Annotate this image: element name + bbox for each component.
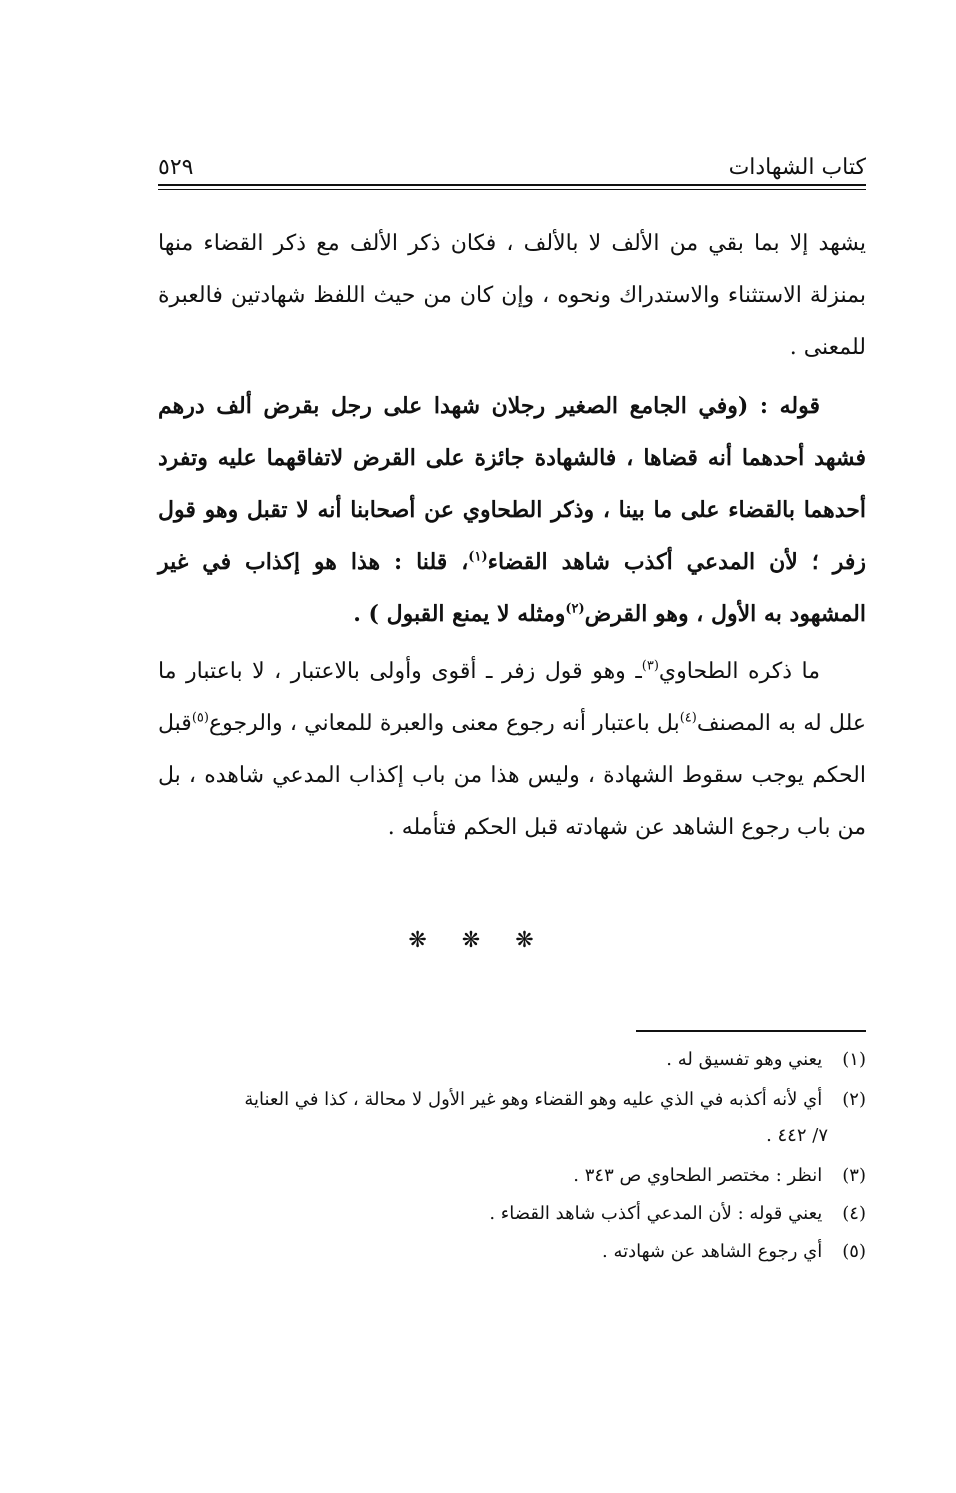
footnote-2 <box>158 1082 866 1118</box>
footnote-3-number: (٣) <box>842 1165 866 1186</box>
footnote-ref-3[interactable]: (٣) <box>641 658 659 674</box>
footnote-ref-2[interactable]: (٢) <box>565 601 585 617</box>
paragraph-2-quote <box>158 380 866 640</box>
paragraph-1 <box>158 218 866 374</box>
footnote-3 <box>158 1158 866 1194</box>
footnote-1-number: (١) <box>842 1049 866 1070</box>
footnote-4 <box>158 1196 866 1232</box>
footnote-2-text: أي لأنه أكذبه في الذي عليه وهو القضاء وهو غير الأول لا محالة ، كذا في العناية <box>244 1089 823 1110</box>
footnote-2-cont-text: ٧/ ٤٤٢ . <box>766 1125 828 1146</box>
footnote-5 <box>158 1234 866 1270</box>
footnote-1 <box>158 1042 866 1078</box>
paragraph-1-text: يشهد إلا بما بقي من الألف لا بالألف ، فكان ذكر الألف مع ذكر القضاء منها بمنزلة الاستثناء والاستدراك ونحوه ، وإن كان من حيث اللفظ شهادتين فالعبرة للمعنى . <box>158 231 866 360</box>
footnote-5-number: (٥) <box>842 1241 866 1262</box>
paragraph-3-part1: ما ذكره الطحاوي <box>658 659 820 684</box>
header-rule <box>158 184 866 186</box>
paragraph-3-part3: بل باعتبار أنه رجوع معنى والعبرة للمعاني ، والرجوع <box>208 711 680 736</box>
footnote-ref-5[interactable]: (٥) <box>191 710 209 726</box>
paragraph-2-part1: قوله : (وفي الجامع الصغير رجلان شهدا على رجل بقرض ألف درهم فشهد أحدهما أنه قضاها ، فالشهادة جائزة على القرض لاتفاقهما عليه وتفرد أحدهما بالقضاء على ما بينا ، وذكر الطحاوي عن أصحابنا أنه لا تقبل وهو قول زفر ؛ لأن المدعي أكذب شاهد القضاء <box>158 393 866 575</box>
footnote-4-text: يعني قوله : لأن المدعي أكذب شاهد القضاء . <box>489 1203 823 1224</box>
running-header <box>158 140 866 180</box>
header-rule-thin <box>158 189 866 190</box>
footnote-5-text: أي رجوع الشاهد عن شهادته . <box>602 1241 823 1262</box>
footnote-4-number: (٤) <box>842 1203 866 1224</box>
paragraph-2-part2: ، قلنا : هذا هو إكذاب في غير المشهود به الأول ، وهو القرض <box>158 549 866 627</box>
footnote-ref-4[interactable]: (٤) <box>679 710 697 726</box>
section-separator: ❋ ❋ ❋ <box>408 928 548 953</box>
footnote-2-continuation <box>158 1118 866 1154</box>
footnote-3-text: انظر : مختصر الطحاوي ص ٣٤٣ . <box>573 1165 823 1186</box>
book-title: كتاب الشهادات <box>728 155 866 180</box>
paragraph-2-part3: ومثله لا يمنع القبول ) . <box>353 601 566 627</box>
paragraph-3-part4: قبل الحكم يوجب سقوط الشهادة ، وليس هذا من باب إكذاب المدعي شاهده ، بل من باب رجوع الشاهد عن شهادته قبل الحكم فتأمله . <box>158 711 866 840</box>
footnote-2-number: (٢) <box>842 1089 866 1110</box>
paragraph-3-part2: ـ وهو قول زفر ـ أقوى وأولى بالاعتبار ، لا باعتبار ما علل له به المصنف <box>158 659 866 736</box>
footnote-ref-1[interactable]: (١) <box>468 549 488 565</box>
paragraph-3 <box>158 646 866 854</box>
footnote-rule <box>636 1030 866 1032</box>
footnote-1-text: يعني وهو تفسيق له . <box>666 1049 823 1070</box>
page-number: ٥٢٩ <box>158 155 194 180</box>
